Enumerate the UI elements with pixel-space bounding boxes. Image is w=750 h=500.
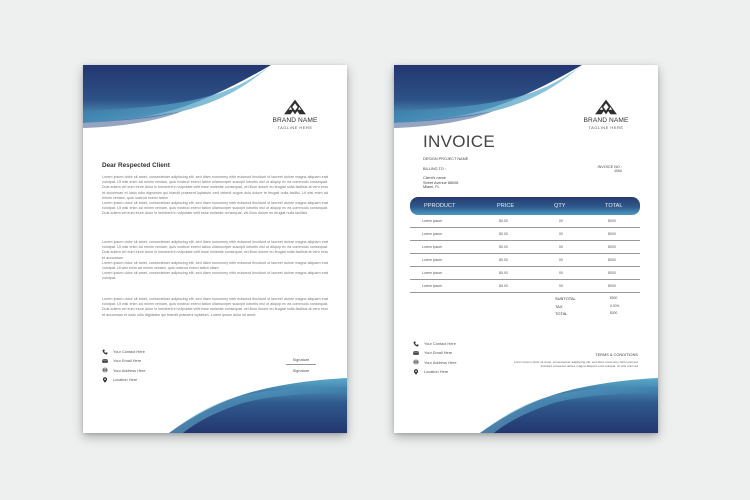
cell-total: $000 [608, 258, 616, 262]
terms-text: Lorem ipsum dolor sit amet, consectetuer adipiscing elit, sed diam nonummy nibh euismod tincidunt ut laoreet dolore magna aliquam erat volutpat. Ut wisi enim ad [513, 360, 638, 369]
billing-to-label: BILLING TO : [423, 167, 446, 171]
client-city: Miami, FL [423, 185, 440, 190]
column-header-total: TOTAL [605, 203, 623, 209]
total-row [555, 311, 625, 319]
signature-block [286, 357, 316, 373]
cell-total: $000 [608, 219, 616, 223]
phone-icon [413, 341, 419, 347]
email-icon [102, 358, 108, 364]
brand-name: BRAND NAME [272, 117, 318, 124]
cell-qty: 00 [559, 219, 563, 223]
contact-label: Your Email Here [113, 358, 142, 364]
phone-icon [102, 349, 108, 355]
client-address [423, 176, 458, 190]
brand-logo-icon [284, 99, 306, 115]
brand-block [265, 99, 325, 130]
brand-logo-icon [595, 99, 617, 115]
contact-label: Your Email Here [424, 350, 453, 356]
column-header-product: PPRODUCT [424, 203, 456, 209]
cell-product: Lorem ipsum [422, 284, 443, 288]
signature-name: Signature [292, 368, 310, 373]
client-name: Client's name [423, 176, 446, 180]
tax-value: 0.00% [610, 303, 620, 308]
contact-address [413, 358, 457, 367]
contact-label: Your Contact Here [113, 349, 145, 355]
brand-tagline: TAGLINE HERE [588, 125, 624, 130]
contact-phone [102, 347, 146, 356]
project-name: DESIGN PROJECT NAME [423, 157, 469, 161]
body-paragraph: Lorem ipsum dolor sit amet, consectetuer adipiscing elit, sed diam nonummy nibh euismod tincidunt ut laoreet dolore magna aliquam erat volutpat. Ut wisi enim ad minim veniam, quis nostrud exerci tation ullamcorper suscipit lobortis nisl ut aliquip ex ea commodo consequat. Duis autem vel eum iriure dolor in hendrerit in vulputate velit esse molestie consequat, vel illum dolore eu feugiat nulla facilisis at vero eros et accumsan [102, 240, 328, 260]
cell-qty: 00 [559, 245, 563, 249]
bottom-wave-decoration [394, 373, 658, 433]
cell-qty: 00 [559, 258, 563, 262]
cell-qty: 00 [559, 284, 563, 288]
column-header-price: PRICE [497, 203, 515, 209]
cell-product: Lorem ipsum [422, 258, 443, 262]
table-row [410, 267, 640, 280]
invoice-number: 456A [614, 169, 622, 173]
invoice-table-body [410, 215, 640, 293]
cell-price: $0.00 [499, 219, 508, 223]
invoice-title: INVOICE [423, 132, 496, 151]
table-row [410, 241, 640, 254]
cell-total: $000 [608, 271, 616, 275]
body-paragraph: Lorem ipsum dolor sit amet, consectetuer adipiscing elit, sed diam nonummy nibh euismod tincidunt ut laoreet dolore magna aliquam erat volutpat. Ut wisi enim ad minim veniam, quis nostrud exerci tation ullamcorper suscipit lobortis nisl ut aliquip ex ea commodo consequat. Duis autem vel eum iriure dolor in hendrerit in vulputate velit esse molestie consequat, vel illum dolore eu feugiat nulla facilisis at vero eros et accumsan et iusto odio dignissim qui blandit praesent luptatum zzril delenit augue duis dolore te feugait nulla facilisi. Ut wisi enim ad minim veniam, quis nostrud exerci tation [102, 175, 328, 200]
contact-email [413, 348, 457, 357]
cell-product: Lorem ipsum [422, 245, 443, 249]
contact-list [413, 339, 457, 376]
terms-block [508, 352, 638, 368]
invoice-number-block [598, 165, 622, 173]
contact-email [102, 356, 146, 365]
total-value: $000 [610, 311, 618, 315]
contact-label: Your Contact Here [424, 341, 456, 347]
cell-price: $0.00 [499, 245, 508, 249]
bottom-wave-decoration [83, 373, 347, 433]
body-paragraph: Lorem ipsum dolor sit amet, consectetuer adipiscing elit, sed diam nonummy nibh euismod tincidunt ut laoreet dolore magna aliquam erat volutpat. Ut wisi enim ad minim veniam, quis nostrud exerci tation ullamcorper suscipit lobortis nisl ut aliquip ex ea commodo consequat. Duis autem vel eum iriure dolor in hendrerit in vulputate velit esse molestie consequat, vel illum dolore eu feugiat nulla facilisis [102, 201, 328, 216]
subtotal-row [555, 296, 625, 304]
contact-label: Your Address Here [424, 359, 457, 365]
contact-label: Location Here [113, 377, 138, 383]
body-paragraph: Lorem ipsum dolor sit amet, consectetuer adipiscing elit, sed diam nonummy nibh euismod tincidunt ut laoreet dolore magna aliquam erat volutpat. [102, 271, 328, 281]
invoice-page [394, 65, 658, 433]
invoice-number-label: INVOICE NO : [597, 165, 622, 169]
contact-label: Your Address Here [113, 367, 146, 373]
cell-product: Lorem ipsum [422, 271, 443, 275]
cell-price: $0.00 [499, 258, 508, 262]
brand-tagline: TAGLINE HERE [277, 125, 313, 130]
brand-block [576, 99, 636, 130]
cell-total: $000 [608, 284, 616, 288]
cell-total: $000 [608, 232, 616, 236]
body-paragraph: Lorem ipsum dolor sit amet, consectetuer adipiscing elit, sed diam nonummy nibh euismod tincidunt ut laoreet dolore magna aliquam erat volutpat. Ut wisi enim ad minim veniam, quis nostrud exerci tation ullam [102, 261, 328, 271]
tax-row [555, 304, 625, 312]
body-paragraph: Lorem ipsum dolor sit amet, consectetuer adipiscing elit, sed diam nonummy nibh euismod tincidunt ut laoreet dolore magna aliquam erat volutpat. Ut wisi enim ad minim veniam, quis nostrud exerci tation ullamcorper suscipit lobortis nisl ut aliquip ex ea commodo consequat. Duis autem vel eum iriure dolor in hendrerit in vulputate velit esse molestie consequat, vel illum dolore eu feugiat nulla facilisis at vero eros et accumsan et iusto odio dignissim qui blandit praesent luptatum. Lorem ipsum dolor sit amet. [102, 297, 328, 317]
signature-line: Signature [286, 357, 316, 365]
column-header-qty: QTY [554, 203, 566, 209]
cell-price: $0.00 [499, 232, 508, 236]
total-label: TOTAL [555, 311, 568, 316]
subtotal-value: $000 [610, 296, 618, 300]
cell-product: Lorem ipsum [422, 232, 443, 236]
letterhead-page [83, 65, 347, 433]
cell-qty: 00 [559, 271, 563, 275]
cell-product: Lorem ipsum [422, 219, 443, 223]
table-row [410, 254, 640, 267]
contact-phone [413, 339, 457, 348]
client-street: Street Avenue 88008 [423, 180, 459, 185]
table-row [410, 228, 640, 241]
cell-price: $0.00 [499, 271, 508, 275]
cell-total: $000 [608, 245, 616, 249]
contact-label: Location Here [424, 369, 449, 375]
terms-heading: TERMS & CONDITIONS [595, 352, 638, 357]
email-icon [413, 350, 419, 356]
cell-price: $0.00 [499, 284, 508, 288]
greeting-heading: Dear Respected Client [102, 162, 170, 169]
invoice-table-header [410, 197, 640, 215]
table-row [410, 280, 640, 293]
globe-icon [413, 359, 419, 365]
cell-qty: 00 [559, 232, 563, 236]
brand-name: BRAND NAME [583, 117, 629, 124]
subtotal-label: SUBTOTAL [555, 296, 576, 301]
tax-label: TAX [555, 303, 563, 309]
totals-block [555, 296, 625, 319]
table-row [410, 215, 640, 228]
